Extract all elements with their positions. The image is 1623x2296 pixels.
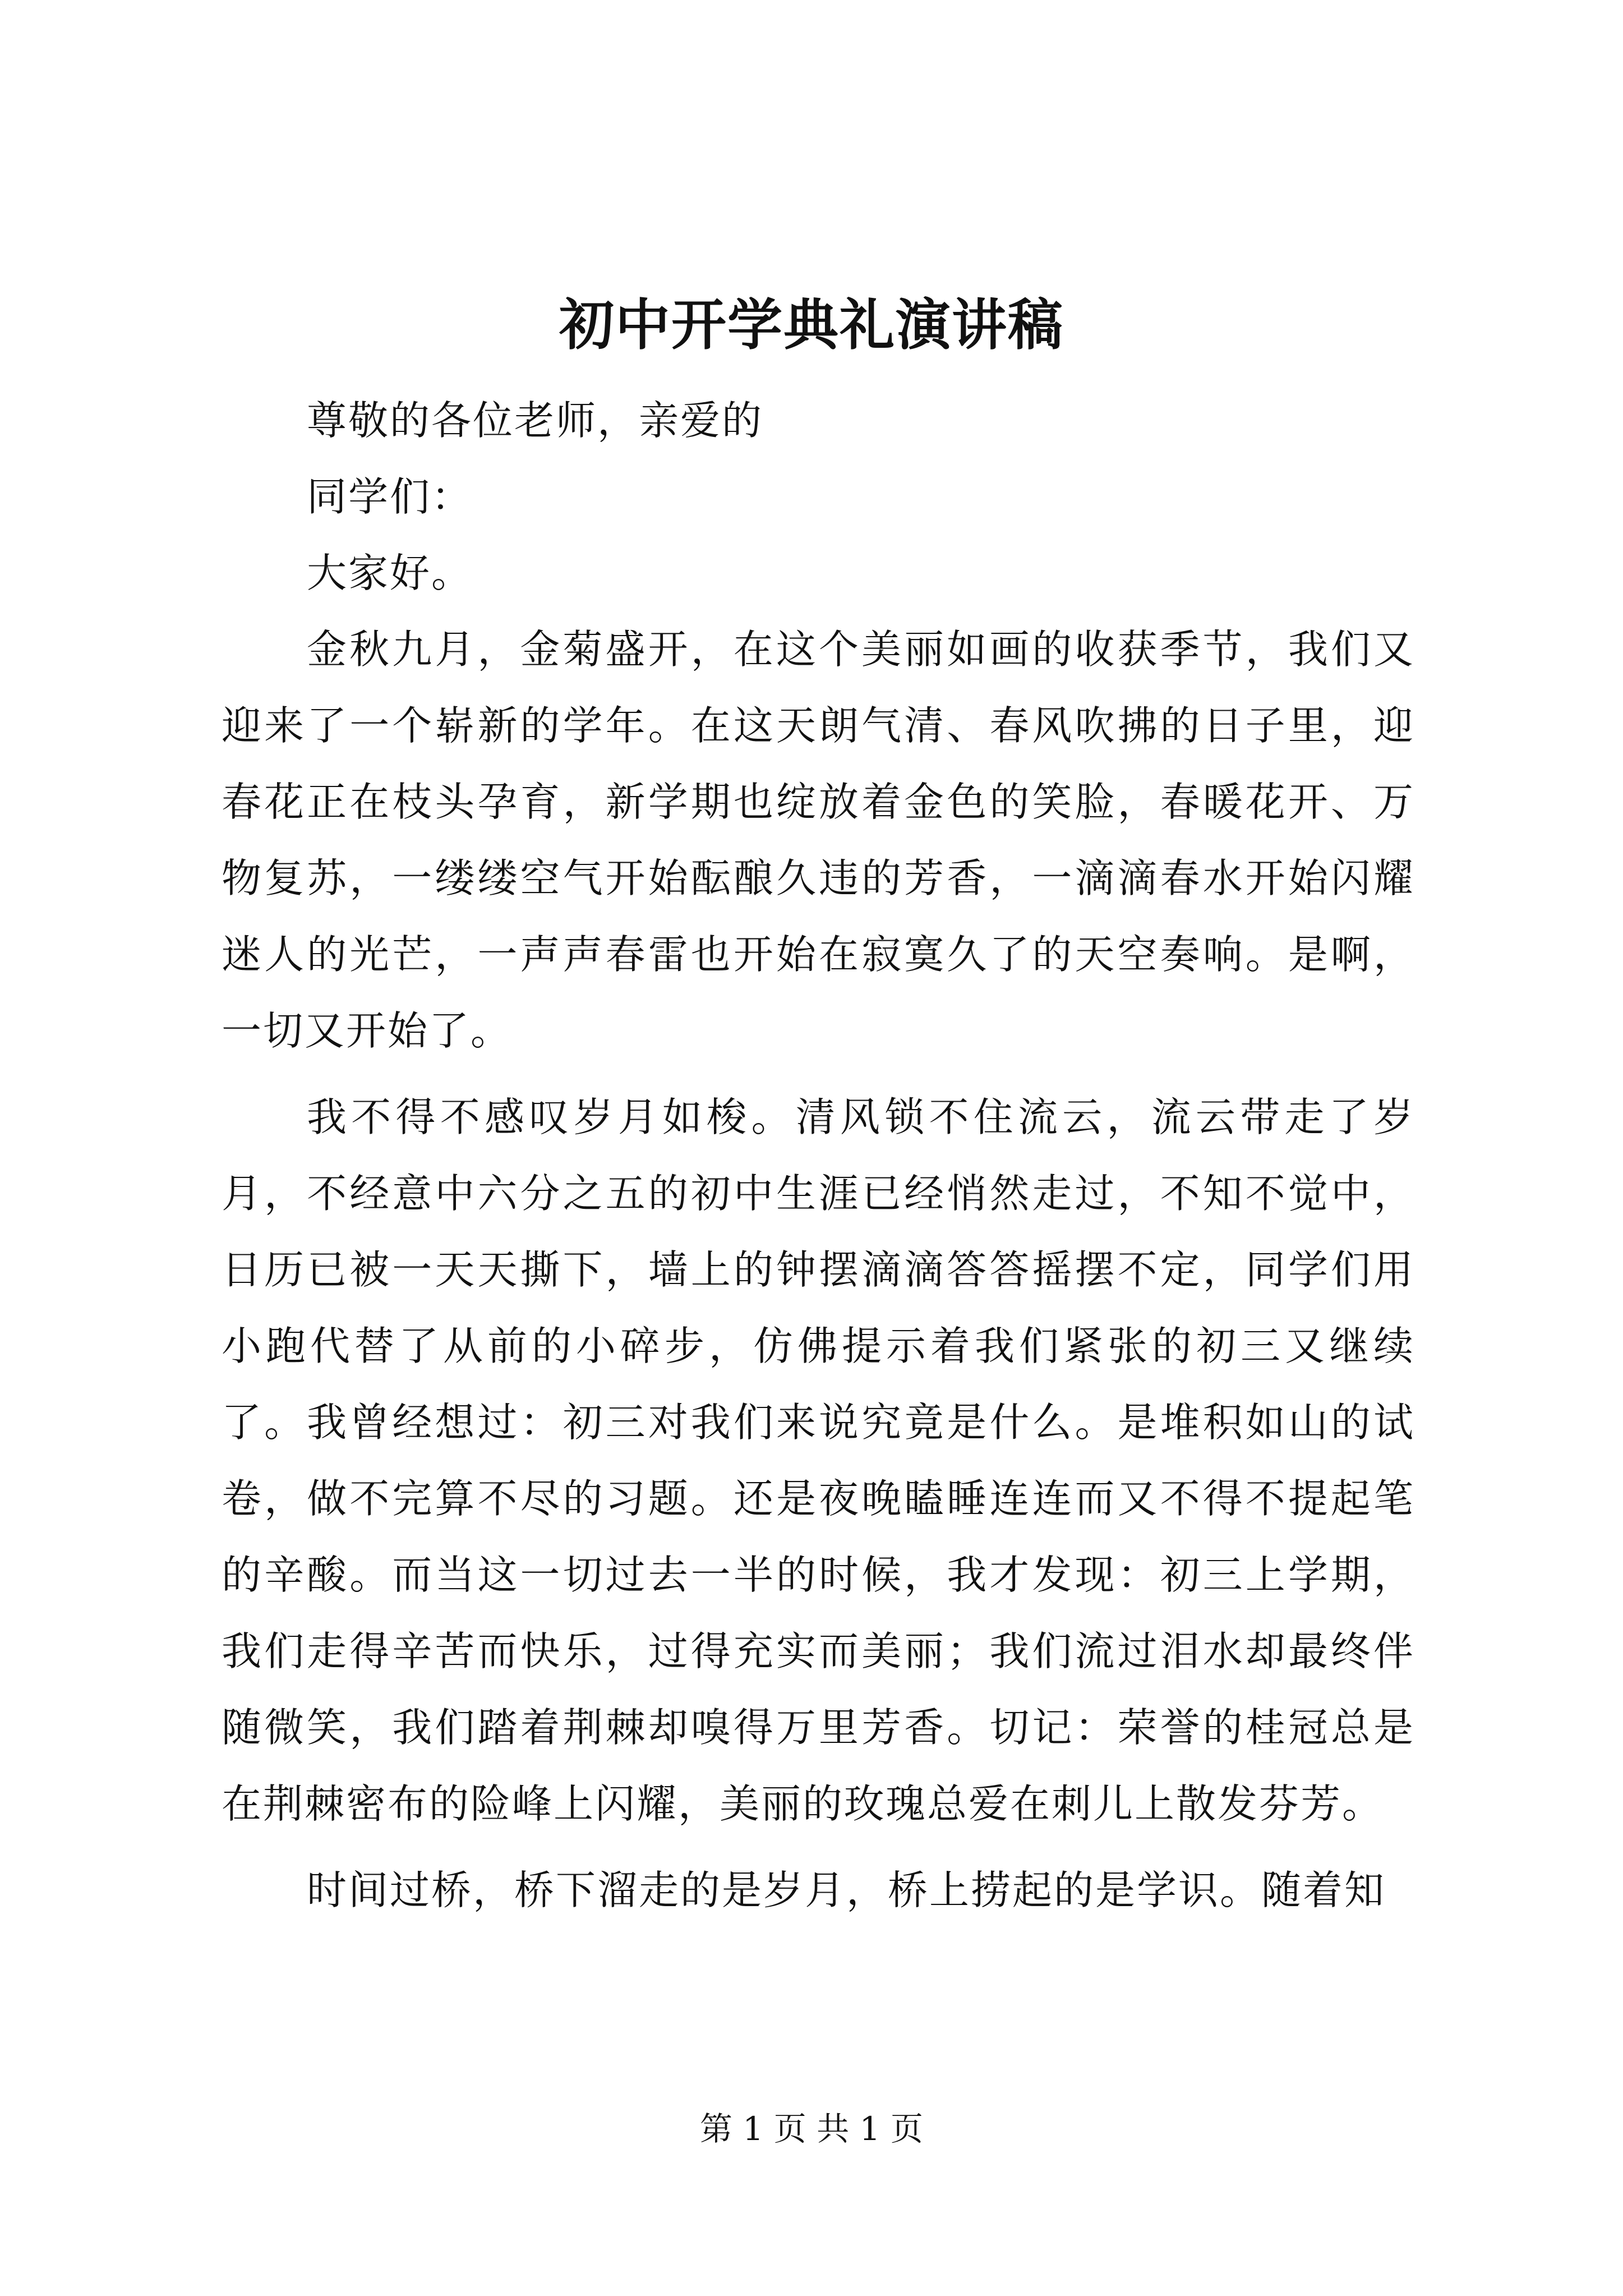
page-footer: 第 1 页 共 1 页	[700, 2110, 923, 2148]
paragraph-bridge: 时间过桥，桥下溜走的是岁月，桥上捞起的是学识。随着知	[307, 1867, 1386, 1913]
document-title: 初中开学典礼演讲稿	[559, 293, 1064, 357]
salutation-line-1: 尊敬的各位老师，亲爱的	[307, 397, 764, 444]
paragraph-time: 我不得不感叹岁月如梭。清风锁不住流云，流云带走了岁月，不经意中六分之五的初中生涯已经悄然走过，不知不觉中，日历已被一天天撕下，墙上的钟摆滴滴答答摇摆不定，同学们用小跑代替了从前的小碎步，仿佛提示着我们紧张的初三又继续了。我曾经想过：初三对我们来说究竟是什么。是堆积如山的试卷，做不完算不尽的习题。还是夜晚瞌睡连连而又不得不提起笔的辛酸。而当这一切过去一半的时候，我才发现：初三上学期，我们走得辛苦而快乐，过得充实而美丽；我们流过泪水却最终伴随微笑，我们踏着荆棘却嗅得万里芳香。切记：荣誉的桂冠总是在荆棘密布的险峰上闪耀，美丽的玫瑰总爱在刺儿上散发芬芳。	[222, 1094, 1415, 1827]
document-body	[222, 383, 1415, 1929]
salutation-line-2: 同学们：	[307, 473, 473, 520]
paragraph-autumn: 金秋九月，金菊盛开，在这个美丽如画的收获季节，我们又迎来了一个崭新的学年。在这天朗气清、春风吹拂的日子里，迎春花正在枝头孕育，新学期也绽放着金色的笑脸，春暖花开、万物复苏，一缕缕空气开始酝酿久违的芳香，一滴滴春水开始闪耀迷人的光芒，一声声春雷也开始在寂寞久了的天空奏响。是啊，一切又开始了。	[222, 626, 1415, 1054]
greeting: 大家好。	[307, 550, 473, 596]
